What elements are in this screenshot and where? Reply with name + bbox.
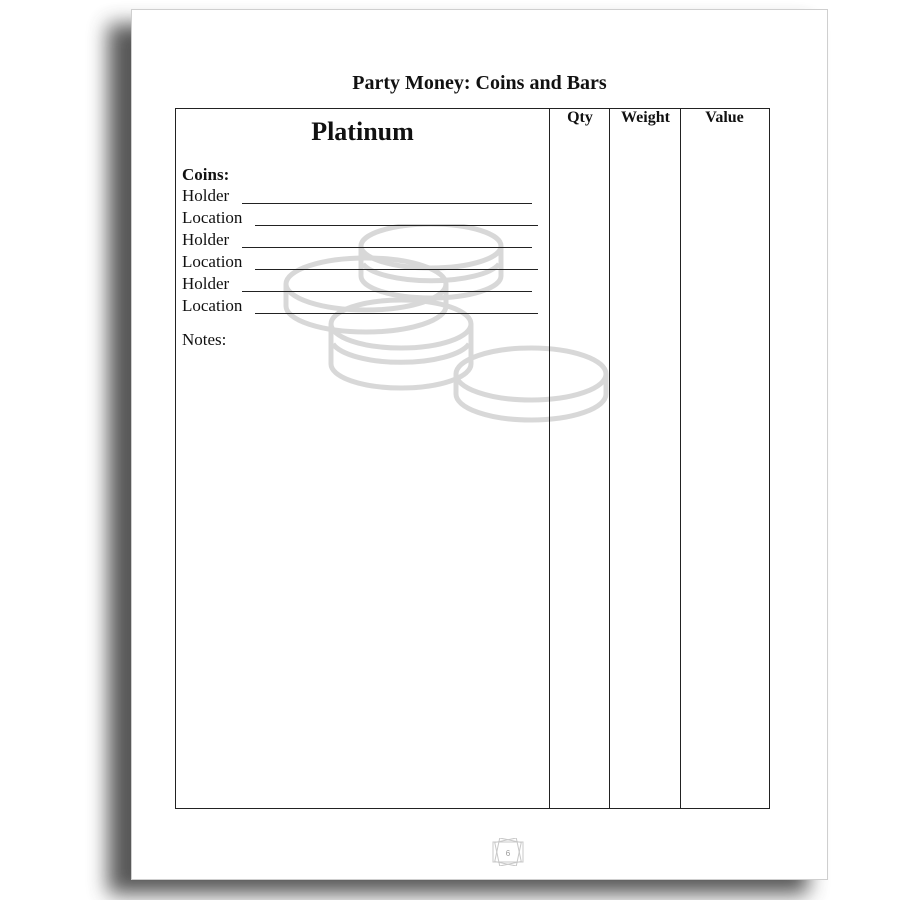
metal-title: Platinum: [311, 117, 414, 146]
page-number-emblem: [488, 838, 528, 866]
weight-column[interactable]: [609, 109, 681, 808]
write-line: [242, 247, 532, 248]
field-label: Location: [182, 252, 243, 271]
field-label: Location: [182, 296, 243, 315]
location-field[interactable]: [182, 251, 242, 273]
coins-label: Coins:: [182, 165, 230, 184]
location-field[interactable]: [182, 207, 242, 229]
field-label: Location: [182, 208, 243, 227]
write-line: [242, 291, 532, 292]
field-label: Holder: [182, 186, 230, 205]
page-title: Party Money: Coins and Bars: [352, 72, 607, 94]
document-page: [131, 9, 828, 880]
write-line: [242, 203, 532, 204]
location-field[interactable]: [182, 295, 242, 317]
write-line: [255, 313, 538, 314]
value-header: Value: [705, 109, 744, 126]
write-line: [255, 225, 538, 226]
qty-header: Qty: [567, 109, 593, 126]
money-table: [175, 108, 770, 809]
field-label: Holder: [182, 274, 230, 293]
page-number: 6: [505, 849, 511, 858]
holder-field[interactable]: [182, 273, 229, 295]
holder-field[interactable]: [182, 185, 229, 207]
value-column[interactable]: [680, 109, 768, 808]
notes-label: Notes:: [182, 330, 227, 349]
holder-field[interactable]: [182, 229, 229, 251]
qty-column[interactable]: [549, 109, 610, 808]
write-line: [255, 269, 538, 270]
field-label: Holder: [182, 230, 230, 249]
weight-header: Weight: [621, 109, 670, 126]
